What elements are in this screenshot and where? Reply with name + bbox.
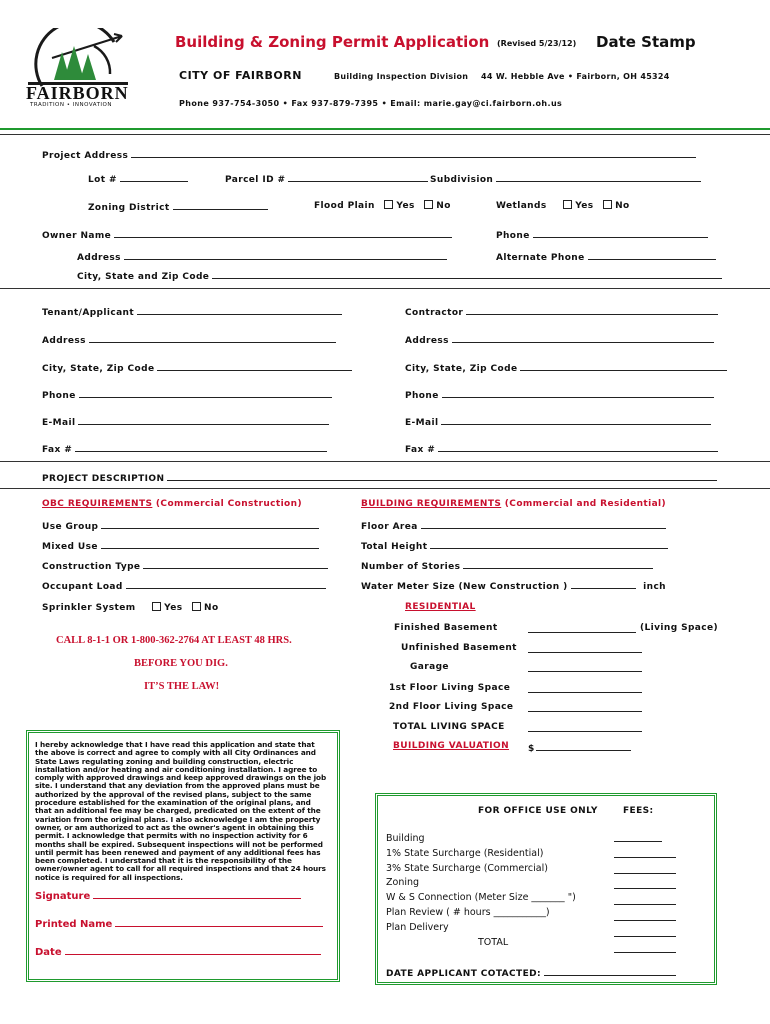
second-floor-label: 2nd Floor Living Space (389, 702, 514, 712)
total-living-input[interactable] (528, 722, 642, 732)
living-space-note: (Living Space) (640, 623, 719, 633)
logo (22, 28, 134, 114)
obc-heading: OBC REQUIREMENTS (Commercial Construction) (42, 499, 302, 509)
office-item: W & S Connection (Meter Size _______ ") (386, 892, 576, 904)
zoning-district-field[interactable]: Zoning District (88, 200, 268, 213)
finished-basement-label: Finished Basement (394, 623, 498, 633)
call-811-line1: CALL 8-1-1 OR 1-800-362-2764 AT LEAST 48 HRS. (56, 635, 292, 646)
acknowledgement-box (26, 730, 340, 982)
office-item: Plan Delivery (386, 921, 449, 933)
division-name: Building Inspection Division (334, 72, 469, 81)
tenant-email-field[interactable]: E-Mail (42, 415, 329, 428)
wetlands-no-checkbox[interactable] (603, 200, 612, 209)
fee-input[interactable] (614, 927, 676, 937)
contractor-address-field[interactable]: Address (405, 333, 714, 346)
use-group-field[interactable]: Use Group (42, 519, 319, 532)
garage-input[interactable] (528, 662, 642, 672)
fee-input[interactable] (614, 879, 676, 889)
office-item: 3% State Surcharge (Commercial) (386, 862, 548, 874)
lot-field[interactable]: Lot # (88, 172, 188, 185)
fee-input[interactable] (614, 832, 662, 842)
construction-type-field[interactable]: Construction Type (42, 559, 328, 572)
office-total: TOTAL (478, 936, 509, 948)
contractor-phone-field[interactable]: Phone (405, 388, 714, 401)
revised-date: (Revised 5/23/12) (497, 39, 577, 48)
contractor-field[interactable]: Contractor (405, 305, 718, 318)
tenant-address-field[interactable]: Address (42, 333, 336, 346)
tenant-fax-field[interactable]: Fax # (42, 442, 327, 455)
logo-name: FAIRBORN (26, 83, 129, 103)
office-heading: FOR OFFICE USE ONLY (478, 806, 598, 816)
owner-phone-field[interactable]: Phone (496, 228, 708, 241)
office-use-box (375, 793, 717, 985)
sprinkler-no-checkbox[interactable] (192, 602, 201, 611)
fee-total-input[interactable] (614, 943, 676, 953)
sprinkler-field: Sprinkler System Yes No (42, 603, 219, 613)
section-divider (0, 488, 770, 489)
parcel-id-field[interactable]: Parcel ID # (225, 172, 428, 185)
office-item: Zoning (386, 877, 420, 889)
mixed-use-field[interactable]: Mixed Use (42, 539, 319, 552)
office-item: Building (386, 833, 425, 844)
flood-plain-field: Flood Plain Yes No (314, 201, 451, 211)
date-stamp-label: Date Stamp (596, 33, 696, 51)
logo-tagline: TRADITION • INNOVATION (30, 102, 112, 108)
fee-input[interactable] (614, 911, 676, 921)
signature-field[interactable]: Signature (35, 889, 301, 902)
call-811-line2: BEFORE YOU DIG. (134, 658, 228, 669)
water-meter-field[interactable]: Water Meter Size (New Construction ) inch (361, 579, 666, 592)
project-description-field[interactable]: PROJECT DESCRIPTION (42, 471, 717, 484)
flood-yes-checkbox[interactable] (384, 200, 393, 209)
contact-line: Phone 937-754-3050 • Fax 937-879-7395 • Email: marie.gay@ci.fairborn.oh.us (179, 99, 563, 108)
office-item: Plan Review ( # hours ___________) (386, 906, 550, 918)
residential-heading: RESIDENTIAL (405, 602, 476, 612)
fee-input[interactable] (614, 895, 676, 905)
total-height-field[interactable]: Total Height (361, 539, 668, 552)
wetlands-field: Wetlands Yes No (496, 201, 630, 211)
contractor-fax-field[interactable]: Fax # (405, 442, 718, 455)
call-811-line3: IT’S THE LAW! (144, 681, 220, 692)
printed-name-field[interactable]: Printed Name (35, 917, 323, 930)
garage-label: Garage (410, 662, 449, 672)
second-floor-input[interactable] (528, 702, 642, 712)
total-living-label: TOTAL LIVING SPACE (393, 722, 505, 732)
tenant-city-field[interactable]: City, State, Zip Code (42, 361, 352, 374)
acknowledgement-text: I hereby acknowledge that I have read this application and state that the above is correct and agree to comply with all City Ordinances and State Laws regulating zoning and building construction, electric installation and/or heating and air conditioning installation. I agree to comply with approved drawings and keep approved drawings on the job site. I understand that any deviation from the approved plans must be authorized by the approval of the revised plans, subject to the same procedure established for the examination of the original plans, and that an additional fee may be charged, predicated on the extent of the variation from the original plans. I also acknowledge I am the property owner, or am authorized to act as the owner's agent in obtaining this permit. I acknowledge that permits with no inspection activity for 6 months shall be expired. Subsequent inspections will not be performed until permit has been renewed and payment of any additional fees has been completed. I understand that it is the responsibility of the owner/owner agent to call for all required inspections and that 24 hours notice is required for all inspections. (35, 740, 327, 882)
floor-area-field[interactable]: Floor Area (361, 519, 666, 532)
occupant-load-field[interactable]: Occupant Load (42, 579, 326, 592)
date-contacted-field[interactable]: DATE APPLICANT COTACTED: (386, 966, 676, 979)
office-items (386, 832, 576, 950)
alternate-phone-field[interactable]: Alternate Phone (496, 250, 716, 263)
tenant-phone-field[interactable]: Phone (42, 388, 332, 401)
fee-input[interactable] (614, 864, 676, 874)
header-divider-thin (0, 134, 770, 135)
finished-basement-input[interactable] (528, 623, 636, 633)
header-divider (0, 128, 770, 130)
wetlands-yes-checkbox[interactable] (563, 200, 572, 209)
unfinished-basement-input[interactable] (528, 643, 642, 653)
valuation-field[interactable]: $ (528, 741, 631, 754)
owner-city-field[interactable]: City, State and Zip Code (77, 269, 722, 282)
first-floor-label: 1st Floor Living Space (389, 683, 511, 693)
building-heading: BUILDING REQUIREMENTS (Commercial and Residential) (361, 499, 667, 509)
form-title: Building & Zoning Permit Application (175, 33, 490, 51)
subdivision-field[interactable]: Subdivision (430, 172, 701, 185)
section-divider (0, 288, 770, 289)
office-item: 1% State Surcharge (Residential) (386, 847, 544, 859)
owner-address-field[interactable]: Address (77, 250, 447, 263)
tenant-field[interactable]: Tenant/Applicant (42, 305, 342, 318)
date-field[interactable]: Date (35, 945, 321, 958)
fee-lines (614, 832, 676, 953)
fees-heading: FEES: (623, 806, 654, 816)
valuation-label: BUILDING VALUATION (393, 741, 510, 751)
unfinished-basement-label: Unfinished Basement (401, 643, 517, 653)
stories-field[interactable]: Number of Stories (361, 559, 653, 572)
city-name: CITY OF FAIRBORN (179, 69, 302, 82)
flood-no-checkbox[interactable] (424, 200, 433, 209)
owner-name-field[interactable]: Owner Name (42, 228, 452, 241)
contractor-email-field[interactable]: E-Mail (405, 415, 711, 428)
section-divider (0, 461, 770, 462)
first-floor-input[interactable] (528, 683, 642, 693)
contractor-city-field[interactable]: City, State, Zip Code (405, 361, 727, 374)
fee-input[interactable] (614, 848, 676, 858)
project-address-field[interactable]: Project Address (42, 148, 696, 161)
sprinkler-yes-checkbox[interactable] (152, 602, 161, 611)
division-address: 44 W. Hebble Ave • Fairborn, OH 45324 (481, 72, 670, 81)
